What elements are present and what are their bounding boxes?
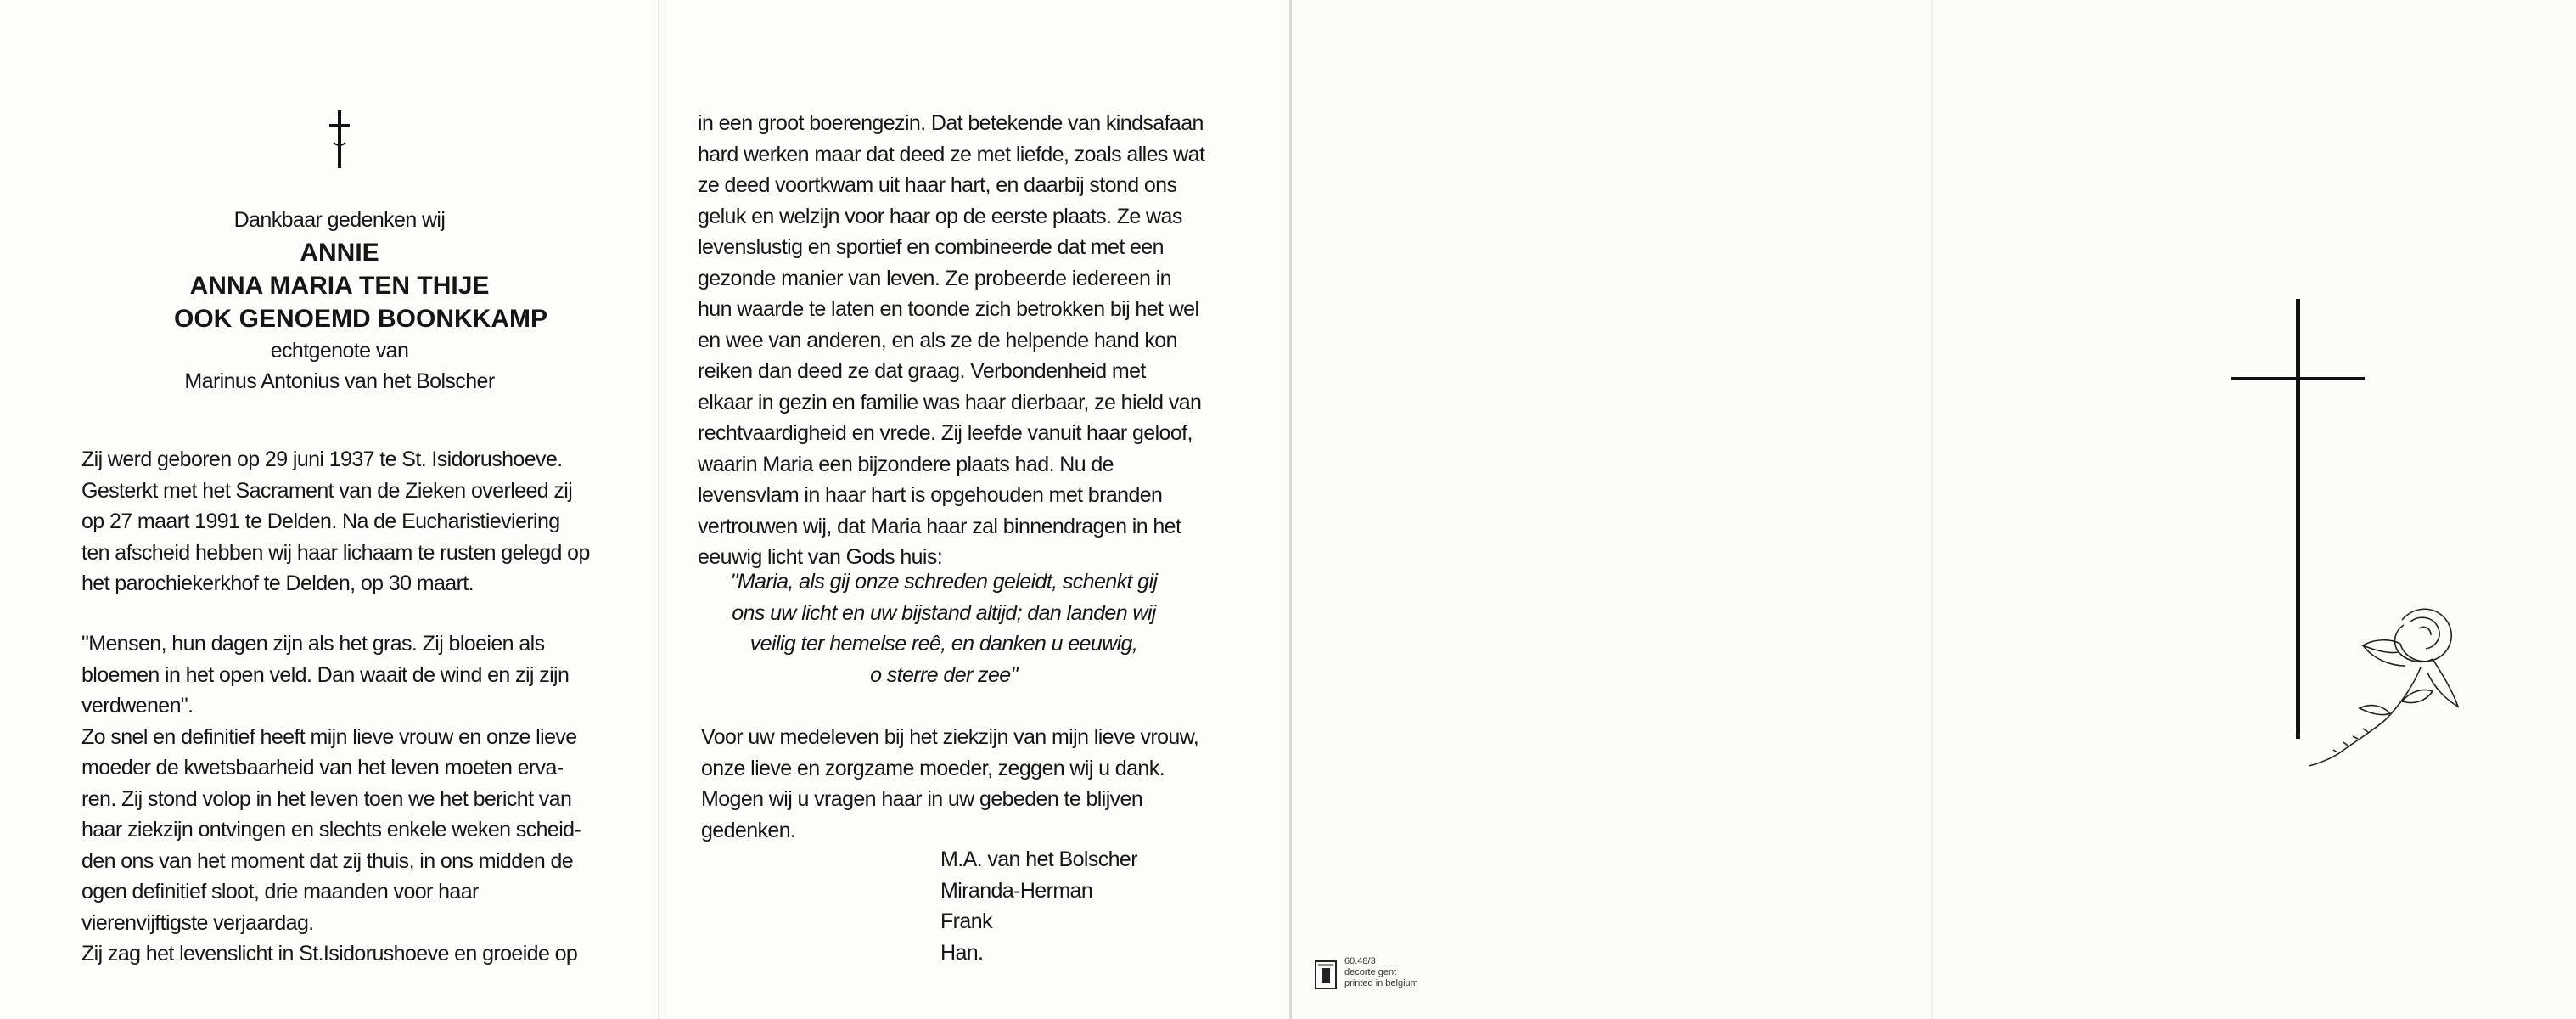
text-line: in een groot boerengezin. Dat betekende van kindsafaan <box>698 111 1204 135</box>
fold-line <box>1289 0 1292 1019</box>
printer-name: decorte gent <box>1344 967 1397 977</box>
cross-with-rose-illustration <box>2224 289 2478 815</box>
printer-origin: printed in belgium <box>1344 978 1418 988</box>
paragraph-life <box>698 108 1224 573</box>
paragraph-thanks <box>701 722 1227 846</box>
text-line: rechtvaardigheid en vrede. Zij leefde vanuit haar geloof, <box>698 421 1193 445</box>
paragraph-birth-death <box>81 444 599 600</box>
text-line: eeuwig licht van Gods huis: <box>698 545 943 569</box>
name-line: OOK GENOEMD BOONKKAMP <box>174 304 548 333</box>
text-line: Zij werd geboren op 29 juni 1937 te St. Isidorushoeve. <box>81 448 563 471</box>
quote-line: ons uw licht en uw bijstand altijd; dan landen wij <box>732 600 1156 625</box>
text-line: ten afscheid hebben wij haar lichaam te rusten gelegd op <box>81 540 590 565</box>
text-line: ogen definitief sloot, drie maanden voor haar <box>81 880 479 904</box>
heading-block <box>174 205 548 397</box>
small-cross-icon <box>321 109 358 172</box>
fold-line <box>658 0 659 1019</box>
text-line: levenslustig en sportief en combineerde dat met een <box>698 235 1164 259</box>
text-line: levensvlam in haar hart is opgehouden met branden <box>698 483 1163 507</box>
signature-line: M.A. van het Bolscher <box>940 847 1137 871</box>
signature-line: Han. <box>940 940 984 965</box>
spouse-intro: echtgenote van <box>270 338 409 363</box>
text-line: ren. Zij stond volop in het leven toen we het bericht van <box>81 786 572 811</box>
text-line: bloemen in het open veld. Dan waait de wind en zij zijn <box>81 662 570 687</box>
text-line: het parochiekerkhof te Delden, op 30 maart. <box>81 571 474 595</box>
name-line: ANNIE <box>300 238 379 267</box>
text-line: en wee van anderen, en als ze de helpende hand kon <box>698 328 1177 352</box>
cross-horizontal <box>2231 377 2365 380</box>
text-line: den ons van het moment dat zij thuis, in ons midden de <box>81 848 574 873</box>
fold-line <box>1931 0 1933 1019</box>
text-line: waarin Maria een bijzondere plaats had. Nu de <box>698 452 1114 476</box>
text-line: gedenken. <box>701 818 796 842</box>
text-line: reiken dan deed ze dat graag. Verbondenheid met <box>698 359 1146 383</box>
text-line: hard werken maar dat deed ze met liefde, zoals alles wat <box>698 142 1205 166</box>
quote-line: o sterre der zee" <box>870 662 1018 687</box>
prayer-quote <box>715 566 1173 690</box>
printer-code: 60.48/3 <box>1344 956 1376 966</box>
text-line: geluk en welzijn voor haar op de eerste plaats. Ze was <box>698 204 1182 228</box>
text-line: gezonde manier van leven. Ze probeerde iedereen in <box>698 266 1171 290</box>
header-text: Dankbaar gedenken wij <box>233 208 446 232</box>
text-line: elkaar in gezin en familie was haar dierbaar, ze hield van <box>698 390 1202 414</box>
printer-logo-icon <box>1314 958 1339 992</box>
text-line: haar ziekzijn ontvingen en slechts enkele weken scheid- <box>81 818 581 842</box>
text-line: Zij zag het levenslicht in St.Isidorushoeve en groeide op <box>81 942 578 966</box>
text-line: Voor uw medeleven bij het ziekzijn van mijn lieve vrouw, <box>701 725 1199 749</box>
text-line: ze deed voortkwam uit haar hart, en daarbij stond ons <box>698 173 1177 197</box>
text-line: onze lieve en zorgzame moeder, zeggen wij u dank. <box>701 756 1165 780</box>
quote-line: veilig ter hemelse reê, en danken u eeuwig, <box>749 632 1138 656</box>
signature-line: Frank <box>940 909 992 933</box>
text-line: vertrouwen wij, dat Maria haar zal binnendragen in het <box>698 514 1181 538</box>
text-line: op 27 maart 1991 te Delden. Na de Eucharistieviering <box>81 510 560 533</box>
text-line: verdwenen". <box>81 694 194 718</box>
signatures <box>940 844 1195 968</box>
rose-icon <box>2309 609 2458 766</box>
signature-line: Miranda-Herman <box>940 878 1093 903</box>
cross-vertical <box>2296 299 2300 739</box>
printer-mark <box>1314 954 1467 995</box>
text-line: hun waarde te laten en toonde zich betrokken bij het wel <box>698 297 1199 321</box>
text-line: "Mensen, hun dagen zijn als het gras. Zij bloeien als <box>81 632 545 656</box>
name-line: ANNA MARIA TEN THIJE <box>189 271 490 300</box>
spouse-name: Marinus Antonius van het Bolscher <box>184 369 495 393</box>
text-line: Mogen wij u vragen haar in uw gebeden te blijven <box>701 787 1143 811</box>
text-line: Gesterkt met het Sacrament van de Zieken overleed zij <box>81 478 573 503</box>
paragraph-remembrance <box>81 628 608 970</box>
text-line: vierenvijftigste verjaardag. <box>81 910 314 935</box>
text-line: Zo snel en definitief heeft mijn lieve vrouw en onze lieve <box>81 724 577 749</box>
quote-line: "Maria, als gij onze schreden geleidt, schenkt gij <box>730 570 1158 594</box>
panel-blank <box>1290 0 1932 1019</box>
text-line: moeder de kwetsbaarheid van het leven moeten erva- <box>81 756 564 780</box>
